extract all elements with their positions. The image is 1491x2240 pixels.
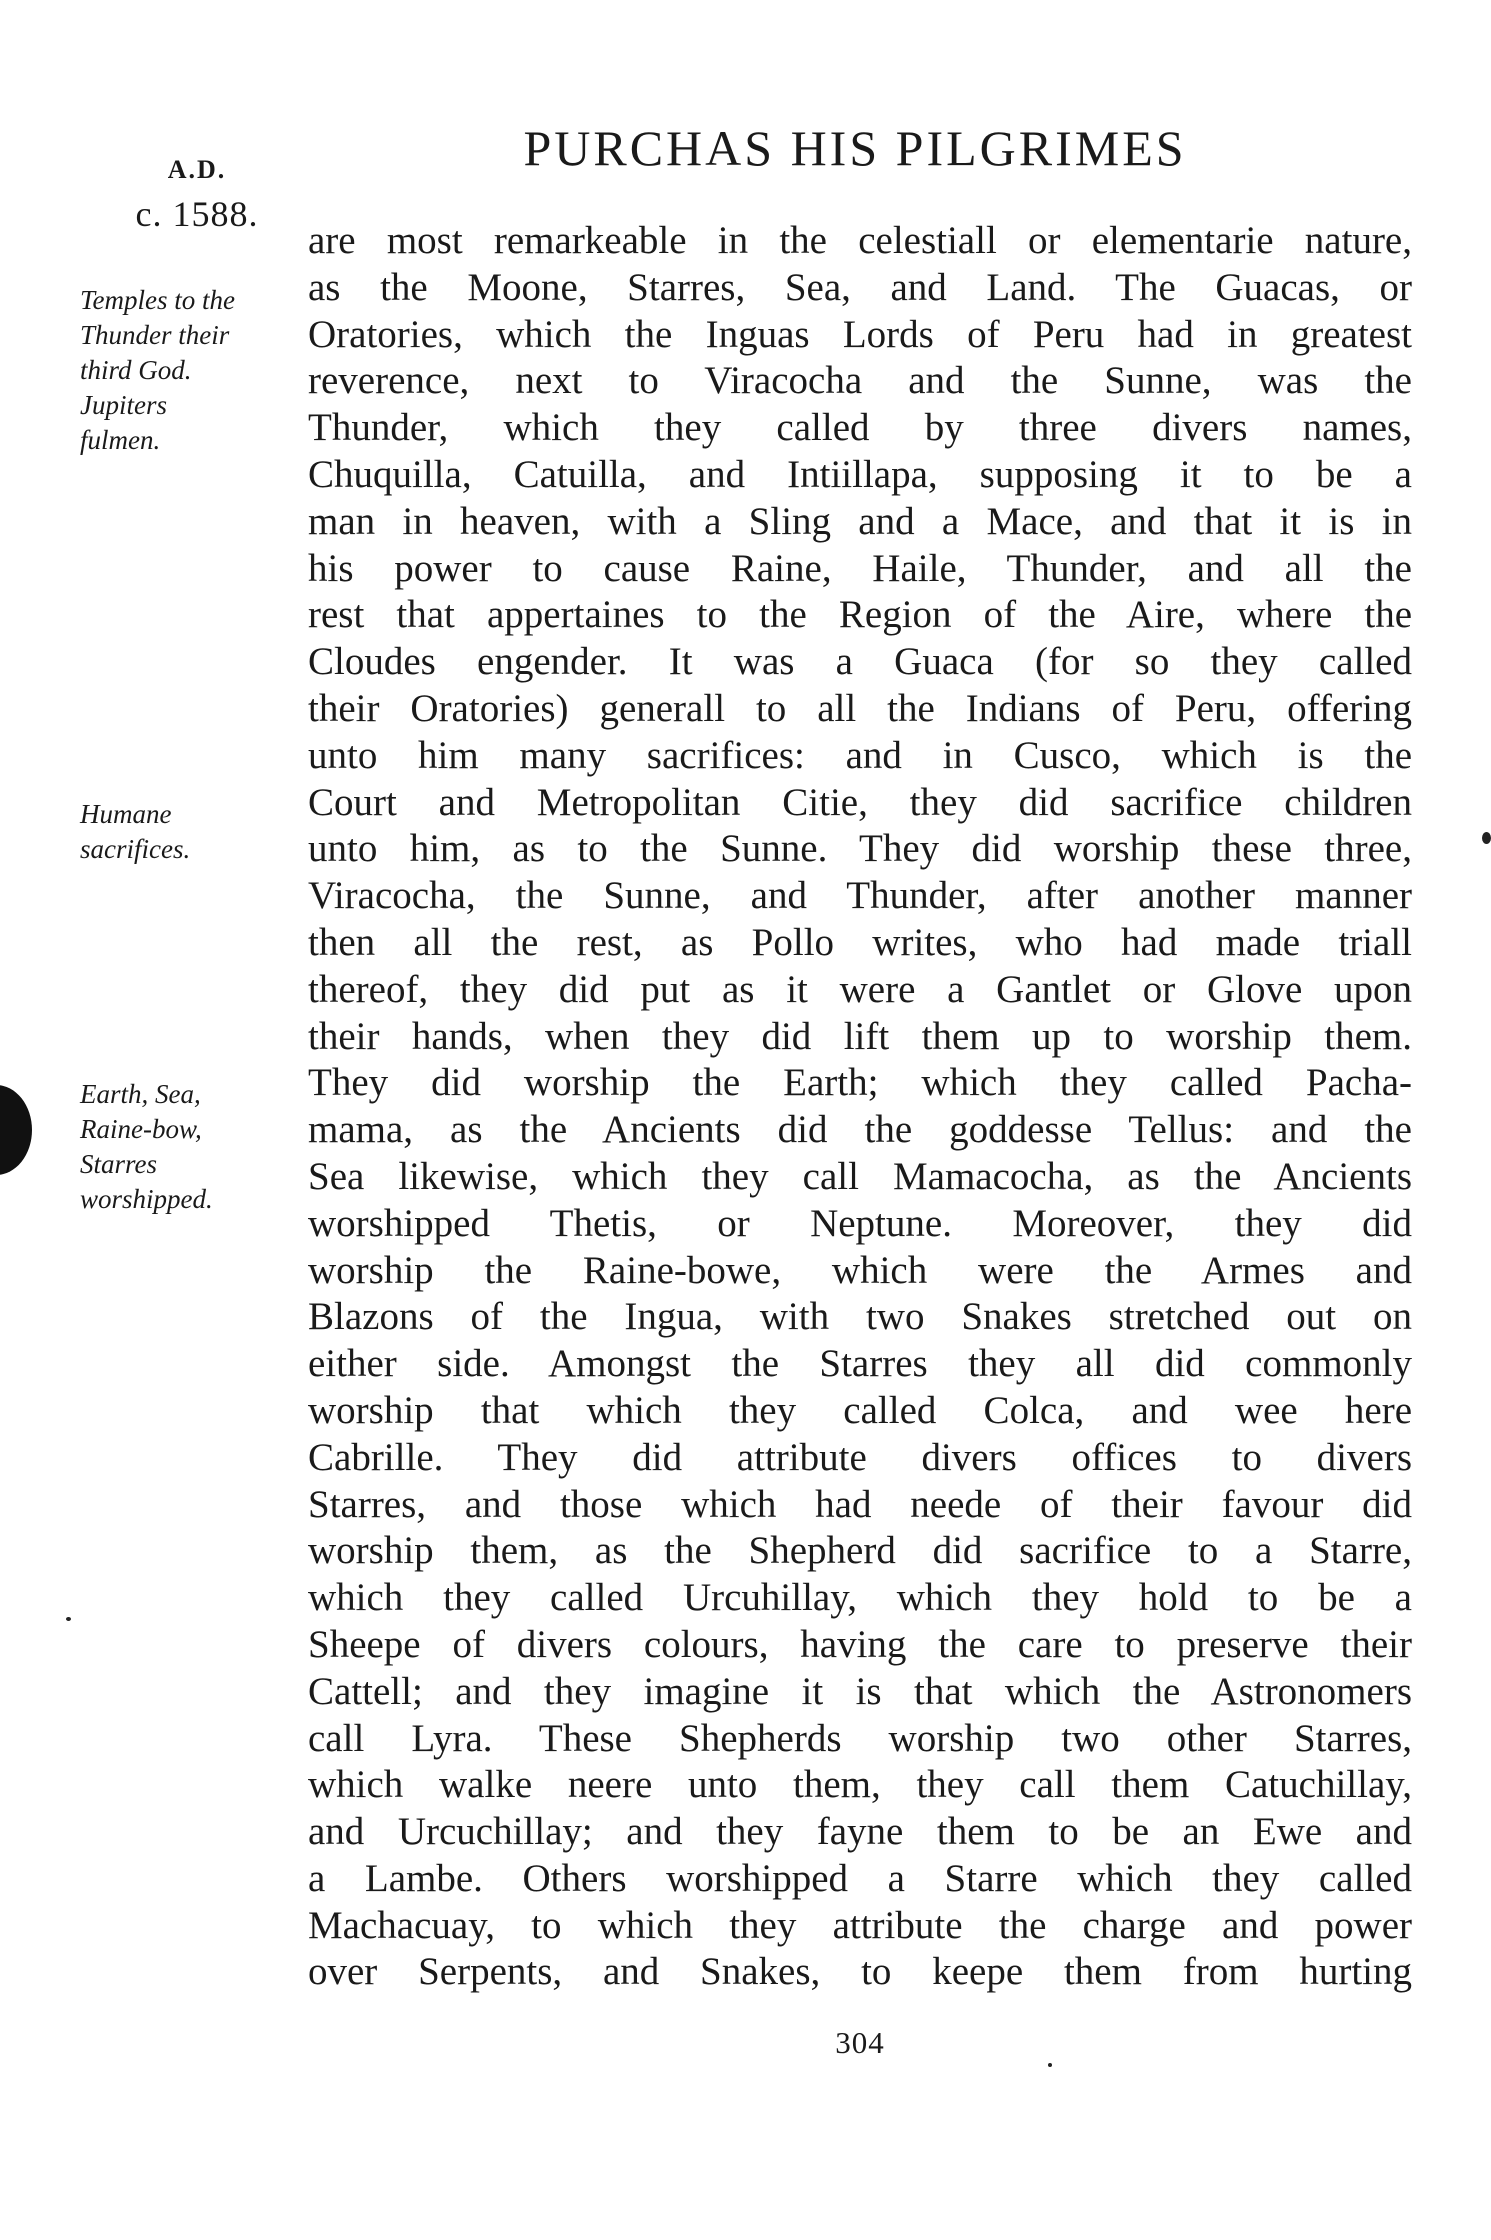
text-line: which they called Urcuhillay, which they hold to be a <box>308 1576 1412 1620</box>
text-line: thereof, they did put as it were a Gantlet or Glove upon <box>308 967 1412 1011</box>
margin-gloss-thunder <box>80 283 290 458</box>
text-line: Cloudes engender. It was a Guaca (for so they called <box>308 640 1412 684</box>
text-line: worship that which they called Colca, and wee here <box>308 1388 1412 1432</box>
year-label: A.D. <box>167 155 227 184</box>
text-line: Starres, and those which had neede of their favour did <box>308 1482 1412 1526</box>
text-line: call Lyra. These Shepherds worship two other Starres, <box>308 1716 1412 1760</box>
gloss-line: Jupiters <box>80 390 167 420</box>
scan-thumb-shadow <box>0 1085 32 1175</box>
text-line: man in heaven, with a Sling and a Mace, and that it is in <box>308 499 1412 543</box>
margin-gloss-sacrifices <box>80 797 290 867</box>
body-text <box>308 218 1412 1996</box>
text-line: mama, as the Ancients did the goddesse Tellus: and the <box>308 1108 1412 1152</box>
text-line: his power to cause Raine, Haile, Thunder, and all the <box>308 546 1412 590</box>
text-line: Court and Metropolitan Citie, they did sacrifice children <box>308 780 1412 824</box>
gloss-line: Thunder their <box>80 320 230 350</box>
scan-speck <box>66 1617 71 1621</box>
text-line: as the Moone, Starres, Sea, and Land. The Guacas, or <box>308 265 1412 309</box>
text-line: reverence, next to Viracocha and the Sunne, was the <box>308 359 1412 403</box>
text-line: Viracocha, the Sunne, and Thunder, after another manner <box>308 874 1412 918</box>
text-line: worship them, as the Shepherd did sacrifice to a Starre, <box>308 1529 1412 1573</box>
text-line: Sheepe of divers colours, having the care to preserve their <box>308 1622 1412 1666</box>
text-line: Blazons of the Ingua, with two Snakes stretched out on <box>308 1295 1412 1339</box>
text-line: then all the rest, as Pollo writes, who had made triall <box>308 920 1412 964</box>
text-line: Oratories, which the Inguas Lords of Peru had in greatest <box>308 312 1412 356</box>
gloss-line: Earth, Sea, <box>80 1079 201 1109</box>
gloss-line: sacrifices. <box>80 834 191 864</box>
page-title: PURCHAS HIS PILGRIMES <box>523 120 1187 176</box>
scan-speck <box>1048 2063 1052 2067</box>
text-line: rest that appertaines to the Region of the Aire, where the <box>308 593 1412 637</box>
text-line: Machacuay, to which they attribute the charge and power <box>308 1903 1412 1947</box>
text-line: which walke neere unto them, they call them Catuchillay, <box>308 1763 1412 1807</box>
text-line: They did worship the Earth; which they called Pacha- <box>308 1061 1412 1105</box>
text-line: are most remarkeable in the celestiall or elementarie nature, <box>308 219 1412 262</box>
text-line: and Urcuchillay; and they fayne them to be an Ewe and <box>308 1810 1412 1854</box>
gloss-line: worshipped. <box>80 1184 213 1214</box>
text-line: their hands, when they did lift them up to worship them. <box>308 1014 1412 1058</box>
text-line: over Serpents, and Snakes, to keepe them from hurting <box>308 1950 1412 1994</box>
text-line: Thunder, which they called by three divers names, <box>308 406 1412 450</box>
text-line: worship the Raine-bowe, which were the Armes and <box>308 1248 1412 1292</box>
margin-gloss-earth-sea <box>80 1077 290 1217</box>
page-number: 304 <box>835 2025 885 2060</box>
gloss-line: Raine-bow, <box>80 1114 202 1144</box>
text-line: Cabrille. They did attribute divers offices to divers <box>308 1435 1412 1479</box>
text-line: Cattell; and they imagine it is that which the Astronomers <box>308 1669 1412 1713</box>
text-line: either side. Amongst the Starres they all did commonly <box>308 1342 1412 1386</box>
gloss-line: Humane <box>80 799 172 829</box>
scan-speck <box>1482 832 1491 844</box>
text-line: unto him many sacrifices: and in Cusco, which is the <box>308 733 1412 777</box>
year-value: c. 1588. <box>135 194 259 234</box>
gloss-line: fulmen. <box>80 425 161 455</box>
gloss-line: third God. <box>80 355 192 385</box>
text-line: worshipped Thetis, or Neptune. Moreover, they did <box>308 1201 1412 1245</box>
text-line: their Oratories) generall to all the Indians of Peru, offering <box>308 686 1412 730</box>
gloss-line: Temples to the <box>80 285 235 315</box>
running-year <box>112 148 282 236</box>
text-line: Sea likewise, which they call Mamacocha, as the Ancients <box>308 1154 1412 1198</box>
text-line: a Lambe. Others worshipped a Starre which they called <box>308 1856 1412 1900</box>
text-line: unto him, as to the Sunne. They did worship these three, <box>308 827 1412 871</box>
text-line: Chuquilla, Catuilla, and Intiillapa, supposing it to be a <box>308 452 1412 496</box>
gloss-line: Starres <box>80 1149 158 1179</box>
